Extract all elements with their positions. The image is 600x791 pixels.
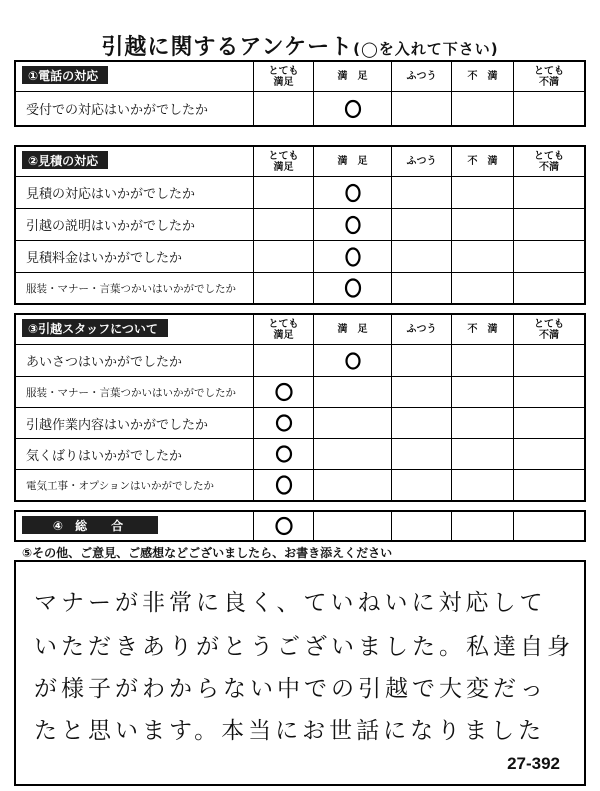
section-title: ④ 総 合 (22, 516, 158, 534)
question-label: 服装・マナー・言葉つかいはいかがでしたか (16, 273, 254, 303)
col-very-satisfied: とても 満足 (254, 62, 314, 91)
cell-very-dissatisfied[interactable] (514, 273, 584, 303)
section-title: ③引越スタッフについて (22, 319, 168, 337)
col-dissatisfied: 不 満 (452, 62, 514, 91)
question-row (16, 344, 584, 376)
circle-mark-icon (343, 99, 363, 119)
question-row (16, 240, 584, 272)
circle-mark-icon (343, 247, 363, 267)
cell-dissatisfied[interactable] (452, 177, 514, 208)
comment-line: が様子がわからない中での引越で大変だっ (34, 676, 547, 702)
cell-neutral[interactable] (392, 377, 452, 407)
cell-neutral[interactable] (392, 177, 452, 208)
title-instruction: (◯を入れて下さい) (353, 40, 499, 58)
survey-title (0, 30, 600, 61)
circle-mark-icon (343, 351, 363, 371)
question-label: 電気工事・オプションはいかがでしたか (16, 470, 254, 500)
cell-very-dissatisfied[interactable] (514, 345, 584, 376)
circle-mark-icon (274, 516, 294, 536)
cell-satisfied[interactable] (314, 273, 392, 303)
cell-neutral[interactable] (392, 470, 452, 500)
question-row (16, 438, 584, 469)
cell-dissatisfied[interactable] (452, 408, 514, 438)
cell-very-dissatisfied[interactable] (514, 377, 584, 407)
cell-satisfied[interactable] (314, 512, 392, 540)
question-row (16, 407, 584, 438)
cell-satisfied[interactable] (314, 241, 392, 272)
question-label: 見積の対応はいかがでしたか (16, 177, 254, 208)
cell-satisfied[interactable] (314, 408, 392, 438)
cell-satisfied[interactable] (314, 177, 392, 208)
col-neutral: ふつう (392, 315, 452, 344)
header-cell (16, 62, 254, 91)
cell-very-satisfied[interactable] (254, 209, 314, 240)
document-number: 27-392 (507, 754, 560, 773)
cell-satisfied[interactable] (314, 209, 392, 240)
col-satisfied: 満 足 (314, 315, 392, 344)
cell-very-satisfied[interactable] (254, 345, 314, 376)
cell-neutral[interactable] (392, 92, 452, 125)
cell-very-dissatisfied[interactable] (514, 92, 584, 125)
col-very-dissatisfied: とても 不満 (534, 318, 564, 341)
section-header-row (16, 62, 584, 91)
circle-mark-icon (343, 215, 363, 235)
cell-dissatisfied[interactable] (452, 470, 514, 500)
cell-dissatisfied[interactable] (452, 439, 514, 469)
section-header-row (16, 147, 584, 176)
question-label: 服装・マナー・言葉つかいはいかがでしたか (16, 377, 254, 407)
question-label: 受付での対応はいかがでしたか (16, 92, 254, 125)
cell-very-satisfied[interactable] (254, 470, 314, 500)
comment-line: いただきありがとうございました。私達自身 (34, 634, 574, 660)
cell-very-satisfied[interactable] (254, 439, 314, 469)
cell-very-dissatisfied[interactable] (514, 470, 584, 500)
question-row (16, 91, 584, 125)
cell-neutral[interactable] (392, 408, 452, 438)
question-label: 引越の説明はいかがでしたか (16, 209, 254, 240)
circle-mark-icon (274, 444, 294, 464)
comment-prompt: ⑤その他、ご意見、ご感想などございましたら、お書き添えください (22, 546, 393, 560)
question-label: 引越作業内容はいかがでしたか (16, 408, 254, 438)
section-overall (14, 510, 586, 542)
cell-very-satisfied[interactable] (254, 512, 314, 540)
cell-dissatisfied[interactable] (452, 209, 514, 240)
cell-very-dissatisfied[interactable] (514, 408, 584, 438)
question-row (16, 272, 584, 303)
cell-very-dissatisfied[interactable] (514, 439, 584, 469)
cell-neutral[interactable] (392, 345, 452, 376)
header-cell (16, 147, 254, 176)
cell-very-satisfied[interactable] (254, 273, 314, 303)
section-staff (14, 313, 586, 502)
cell-satisfied[interactable] (314, 92, 392, 125)
circle-mark-icon (274, 382, 294, 402)
comment-line: たと思います。本当にお世話になりました (34, 718, 546, 744)
cell-dissatisfied[interactable] (452, 512, 514, 540)
cell-very-dissatisfied[interactable] (514, 241, 584, 272)
cell-neutral[interactable] (392, 209, 452, 240)
cell-very-satisfied[interactable] (254, 408, 314, 438)
circle-mark-icon (274, 413, 294, 433)
cell-neutral[interactable] (392, 512, 452, 540)
cell-satisfied[interactable] (314, 377, 392, 407)
cell-satisfied[interactable] (314, 345, 392, 376)
question-row (16, 512, 584, 540)
col-dissatisfied: 不 満 (452, 147, 514, 176)
col-neutral: ふつう (392, 147, 452, 176)
comment-box[interactable] (14, 560, 586, 786)
section-title: ②見積の対応 (22, 151, 108, 169)
cell-very-satisfied[interactable] (254, 241, 314, 272)
circle-mark-icon (343, 278, 363, 298)
header-cell (16, 512, 254, 540)
col-very-dissatisfied: とても 不満 (534, 150, 564, 173)
question-row (16, 208, 584, 240)
cell-very-dissatisfied[interactable] (514, 177, 584, 208)
cell-satisfied[interactable] (314, 439, 392, 469)
col-satisfied: 満 足 (314, 62, 392, 91)
section-phone (14, 60, 586, 127)
question-label: 見積料金はいかがでしたか (16, 241, 254, 272)
comment-line: マナーが非常に良く、ていねいに対応して (34, 590, 547, 616)
col-neutral: ふつう (392, 62, 452, 91)
circle-mark-icon (343, 183, 363, 203)
header-cell (16, 315, 254, 344)
cell-dissatisfied[interactable] (452, 345, 514, 376)
cell-very-satisfied[interactable] (254, 377, 314, 407)
col-very-dissatisfied: とても 不満 (534, 65, 564, 88)
cell-neutral[interactable] (392, 241, 452, 272)
cell-very-satisfied[interactable] (254, 92, 314, 125)
section-header-row (16, 315, 584, 344)
col-dissatisfied: 不 満 (452, 315, 514, 344)
col-very-satisfied: とても 満足 (254, 315, 314, 344)
question-row (16, 376, 584, 407)
section-title: ①電話の対応 (22, 66, 108, 84)
question-row (16, 176, 584, 208)
cell-dissatisfied[interactable] (452, 92, 514, 125)
title-text: 引越に関するアンケート (101, 35, 354, 60)
col-very-satisfied: とても 満足 (254, 147, 314, 176)
circle-mark-icon (274, 475, 294, 495)
cell-neutral[interactable] (392, 273, 452, 303)
section-estimate (14, 145, 586, 305)
question-label: 気くばりはいかがでしたか (16, 439, 254, 469)
question-row (16, 469, 584, 500)
cell-very-dissatisfied[interactable] (514, 512, 584, 540)
cell-dissatisfied[interactable] (452, 273, 514, 303)
cell-very-satisfied[interactable] (254, 177, 314, 208)
cell-neutral[interactable] (392, 439, 452, 469)
cell-dissatisfied[interactable] (452, 241, 514, 272)
col-satisfied: 満 足 (314, 147, 392, 176)
cell-satisfied[interactable] (314, 470, 392, 500)
cell-dissatisfied[interactable] (452, 377, 514, 407)
cell-very-dissatisfied[interactable] (514, 209, 584, 240)
question-label: あいさつはいかがでしたか (16, 345, 254, 376)
